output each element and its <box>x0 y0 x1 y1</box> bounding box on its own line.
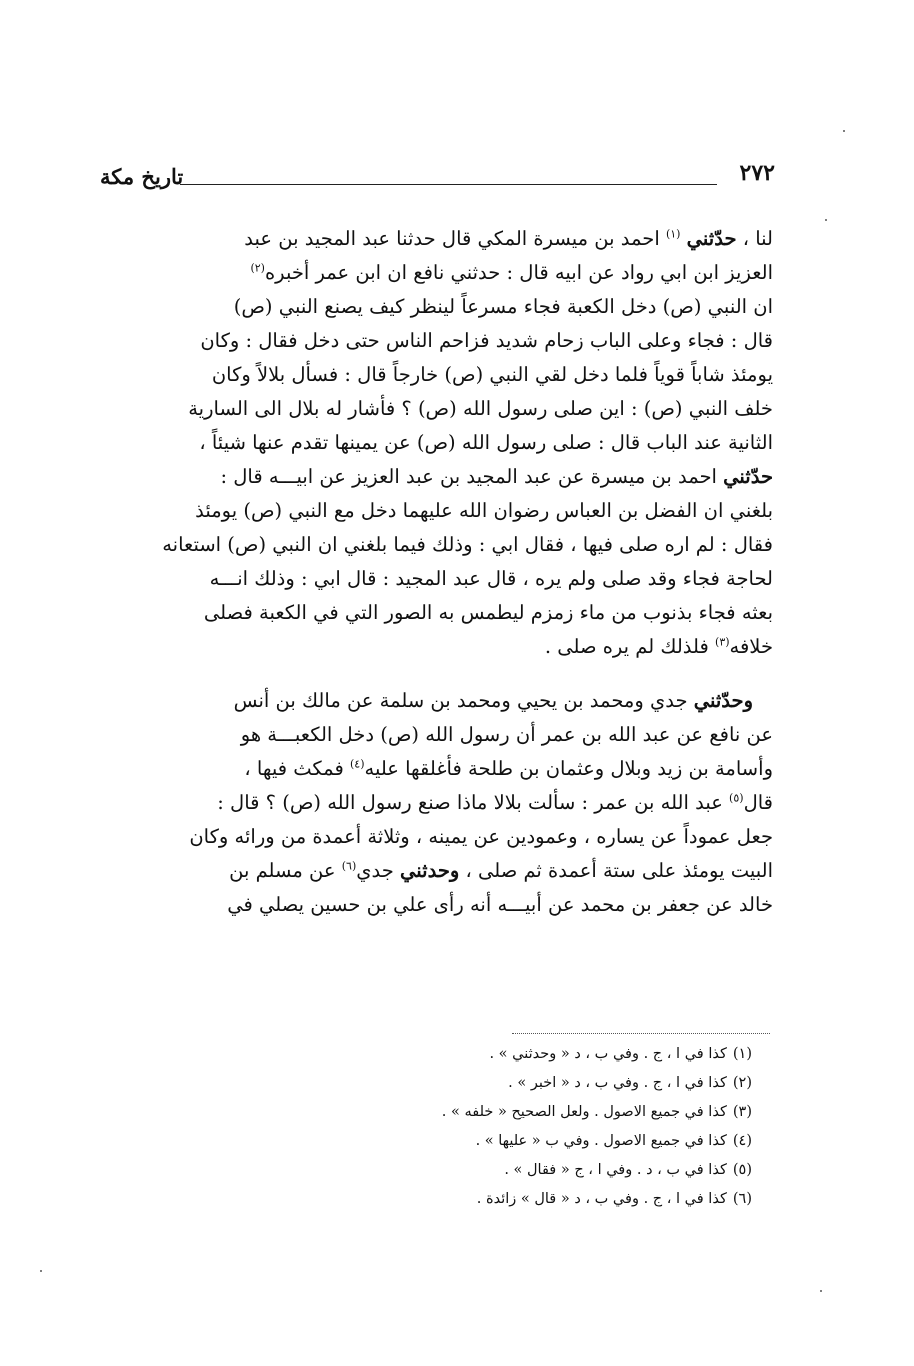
footnote-ref[interactable]: (١) <box>665 227 681 241</box>
line-text: احمد بن ميسرة عن عبد المجيد بن عبد العزيز عن ابيـــه قال : <box>220 465 724 488</box>
line-text: العزيز ابن ابي رواد عن ابيه قال : حدثني نافع ان ابن عمر أخبره <box>264 261 773 284</box>
text-line <box>98 854 773 888</box>
footnote-text: كذا في ا ، ج . وفي ب ، د « وحدثني » . <box>489 1046 727 1062</box>
scan-speck <box>825 219 827 221</box>
footnotes <box>352 1040 752 1214</box>
line-text: وأسامة بن زيد وبلال وعثمان بن طلحة فأغلقها عليه <box>364 757 773 780</box>
text-line: قال : فجاء وعلى الباب زحام شديد فزاحم الناس حتى دخل فقال : وكان <box>200 329 773 352</box>
text-line <box>98 786 773 820</box>
footnote-1 <box>352 1040 752 1069</box>
line-text: جدي ومحمد بن يحيي ومحمد بن سلمة عن مالك بن أنس <box>233 689 694 712</box>
running-title: تاريخ مكة <box>100 164 184 189</box>
footnote-6 <box>352 1185 752 1214</box>
line-text: قال <box>743 791 773 814</box>
footnote-ref[interactable]: (٣) <box>715 635 730 649</box>
footnote-ref[interactable]: (٥) <box>729 791 744 805</box>
line-text: عبد الله بن عمر : سألت بلالا ماذا صنع رسول الله (ص) ؟ قال : <box>217 791 730 814</box>
footnote-separator <box>512 1033 770 1034</box>
footnote-number: (٦) <box>732 1191 752 1207</box>
footnote-4 <box>352 1127 752 1156</box>
page-number: ٢٧٢ <box>739 160 775 186</box>
text-line: جعل عموداً عن يساره ، وعمودين عن يمينه ، وثلاثة أعمدة من ورائه وكان <box>189 825 773 848</box>
text-line: يومئذ شاباً قوياً فلما دخل لقي النبي (ص) خارجاً قال : فسأل بلالاً وكان <box>211 363 773 386</box>
text-line <box>98 684 773 718</box>
text-line: بلغني ان الفضل بن العباس رضوان الله عليهما دخل مع النبي (ص) يومئذ <box>195 499 773 522</box>
bold-keyword: حدّثني <box>686 227 737 250</box>
text-line <box>98 460 773 494</box>
text-line: لحاجة فجاء وقد صلى ولم يره ، قال عبد المجيد : قال ابي : وذلك انـــه <box>209 567 773 590</box>
footnote-number: (٤) <box>732 1133 752 1149</box>
footnote-number: (٢) <box>732 1075 752 1091</box>
line-text: البيت يومئذ على ستة أعمدة ثم صلى ، <box>459 859 773 882</box>
text-line <box>98 222 773 256</box>
bold-keyword: حدّثني <box>723 465 773 488</box>
running-header <box>100 160 775 200</box>
footnote-text: كذا في ب ، د . وفي ا ، ج « فقال » . <box>504 1162 727 1178</box>
text-line: خالد عن جعفر بن محمد عن أبيـــه أنه رأى علي بن حسين يصلي في <box>227 893 773 916</box>
text-line: خلف النبي (ص) : اين صلى رسول الله (ص) ؟ فأشار له بلال الى السارية <box>188 397 773 420</box>
text-line <box>98 630 773 664</box>
paragraph-1 <box>98 222 773 664</box>
scan-speck <box>843 130 845 132</box>
line-text: احمد بن ميسرة المكي قال حدثنا عبد المجيد بن عبد <box>244 227 666 250</box>
footnote-5 <box>352 1156 752 1185</box>
line-text: عن مسلم بن <box>229 859 342 882</box>
footnote-number: (١) <box>732 1046 752 1062</box>
footnote-number: (٣) <box>732 1104 752 1120</box>
text-line: عن نافع عن عبد الله بن عمر أن رسول الله (ص) دخل الكعبـــة هو <box>240 723 773 746</box>
footnote-3 <box>352 1098 752 1127</box>
footnote-text: كذا في جميع الاصول . وفي ب « عليها » . <box>475 1133 727 1149</box>
footnote-text: كذا في ا ، ج . وفي ب ، د « اخبر » . <box>508 1075 727 1091</box>
footnote-ref[interactable]: (٦) <box>341 859 357 873</box>
text-line: الثانية عند الباب قال : صلى رسول الله (ص) عن يمينها تقدم عنها شيئاً ، <box>199 431 773 454</box>
line-text: فلذلك لم يره صلى . <box>544 635 716 658</box>
paragraph-2 <box>98 684 773 922</box>
footnote-2 <box>352 1069 752 1098</box>
footnote-number: (٥) <box>732 1162 752 1178</box>
header-rule <box>180 184 717 185</box>
bold-keyword: وحدثني <box>400 859 460 882</box>
text-line: ان النبي (ص) دخل الكعبة فجاء مسرعاً لينظر كيف يصنع النبي (ص) <box>233 295 773 318</box>
scan-speck <box>820 1290 822 1292</box>
bold-keyword: وحدّثني <box>693 689 753 712</box>
footnote-ref[interactable]: (٤) <box>349 757 365 771</box>
text-line <box>98 256 773 290</box>
footnote-ref[interactable]: (٢) <box>250 261 265 275</box>
text-line: فقال : لم اره صلى فيها ، فقال ابي : وذلك فيما بلغني ان النبي (ص) استعانه <box>162 533 773 556</box>
scan-speck <box>40 1270 42 1272</box>
footnote-text: كذا في جميع الاصول . ولعل الصحيح « خلفه » . <box>441 1104 727 1120</box>
footnote-text: كذا في ا ، ج . وفي ب ، د « قال » زائدة . <box>476 1191 727 1207</box>
main-text <box>98 222 773 922</box>
line-text: فمكث فيها ، <box>244 757 350 780</box>
text-line: بعثه فجاء بذنوب من ماء زمزم ليطمس به الصور التي في الكعبة فصلى <box>203 601 773 624</box>
line-text: لنا ، <box>736 227 773 250</box>
line-text: خلافه <box>729 635 773 658</box>
line-text: جدي <box>356 859 401 882</box>
text-line <box>98 752 773 786</box>
